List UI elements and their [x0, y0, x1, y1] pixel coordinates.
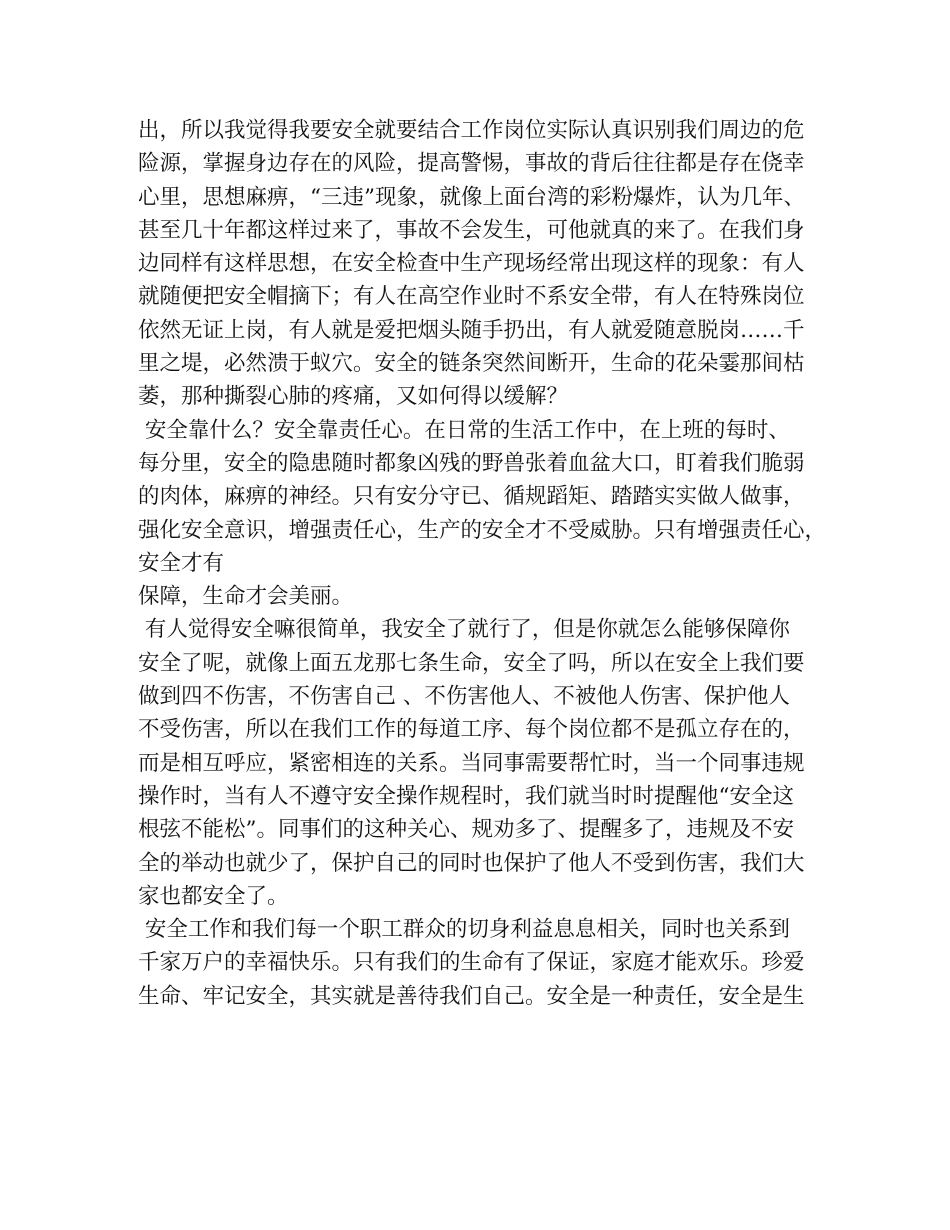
text-line: 保障，生命才会美丽。: [138, 584, 354, 610]
text-line: 依然无证上岗，有人就是爱把烟头随手扔出，有人就爱随意脱岗……千: [138, 317, 805, 343]
text-line: 就随便把安全帽摘下；有人在高空作业时不系安全带，有人在特殊岗位: [138, 284, 805, 310]
text-line: 生命、牢记安全，其实就是善待我们自己。安全是一种责任，安全是生: [138, 983, 805, 1009]
text-line: 有人觉得安全嘛很简单，我安全了就行了，但是你就怎么能够保障你: [138, 617, 790, 643]
text-line: 不受伤害，所以在我们工作的每道工序、每个岗位都不是孤立存在的，: [138, 717, 805, 743]
text-line: 心里，思想麻痹，“三违”现象，就像上面台湾的彩粉爆炸，认为几年、: [138, 184, 805, 210]
text-line: 的肉体，麻痹的神经。只有安分守已、循规蹈矩、踏踏实实做人做事，: [138, 484, 805, 510]
text-line: 每分里，安全的隐患随时都象凶残的野兽张着血盆大口，盯着我们脆弱: [138, 450, 805, 476]
text-line: 做到四不伤害，不伤害自己 、不伤害他人、不被他人伤害、保护他人: [138, 684, 790, 710]
text-line: 千家万户的幸福快乐。只有我们的生命有了保证，家庭才能欢乐。珍爱: [138, 950, 805, 976]
text-line: 安全了呢，就像上面五龙那七条生命，安全了吗，所以在安全上我们要: [138, 650, 805, 676]
text-line: 安全才有: [138, 550, 225, 576]
text-line: 操作时，当有人不遵守安全操作规程时，我们就当时时提醒他“安全这: [138, 783, 794, 809]
text-line: 安全工作和我们每一个职工群众的切身利益息息相关，同时也关系到: [138, 917, 790, 943]
text-line: 萎，那种撕裂心肺的疼痛，又如何得以缓解？: [138, 384, 569, 410]
text-line: 根弦不能松”。同事们的这种关心、规劝多了、提醒多了，违规及不安: [138, 817, 794, 843]
text-line: 家也都安全了。: [138, 883, 289, 909]
text-line: 险源，掌握身边存在的风险，提高警惕，事故的背后往往都是存在侥幸: [138, 151, 805, 177]
text-line: 安全靠什么？安全靠责任心。在日常的生活工作中，在上班的每时、: [138, 417, 790, 443]
text-line: 边同样有这样思想，在安全检查中生产现场经常出现这样的现象：有人: [138, 251, 805, 277]
text-line: 强化安全意识，增强责任心，生产的安全才不受威胁。只有增强责任心，: [138, 517, 827, 543]
text-line: 甚至几十年都这样过来了，事故不会发生，可他就真的来了。在我们身: [138, 217, 805, 243]
text-line: 里之堤，必然溃于蚁穴。安全的链条突然间断开，生命的花朵霎那间枯: [138, 351, 805, 377]
text-line: 而是相互呼应，紧密相连的关系。当同事需要帮忙时，当一个同事违规: [138, 750, 805, 776]
text-line: 全的举动也就少了，保护自己的同时也保护了他人不受到伤害，我们大: [138, 850, 805, 876]
body-text: [138, 114, 828, 1013]
text-line: 出，所以我觉得我要安全就要结合工作岗位实际认真识别我们周边的危: [138, 118, 805, 143]
